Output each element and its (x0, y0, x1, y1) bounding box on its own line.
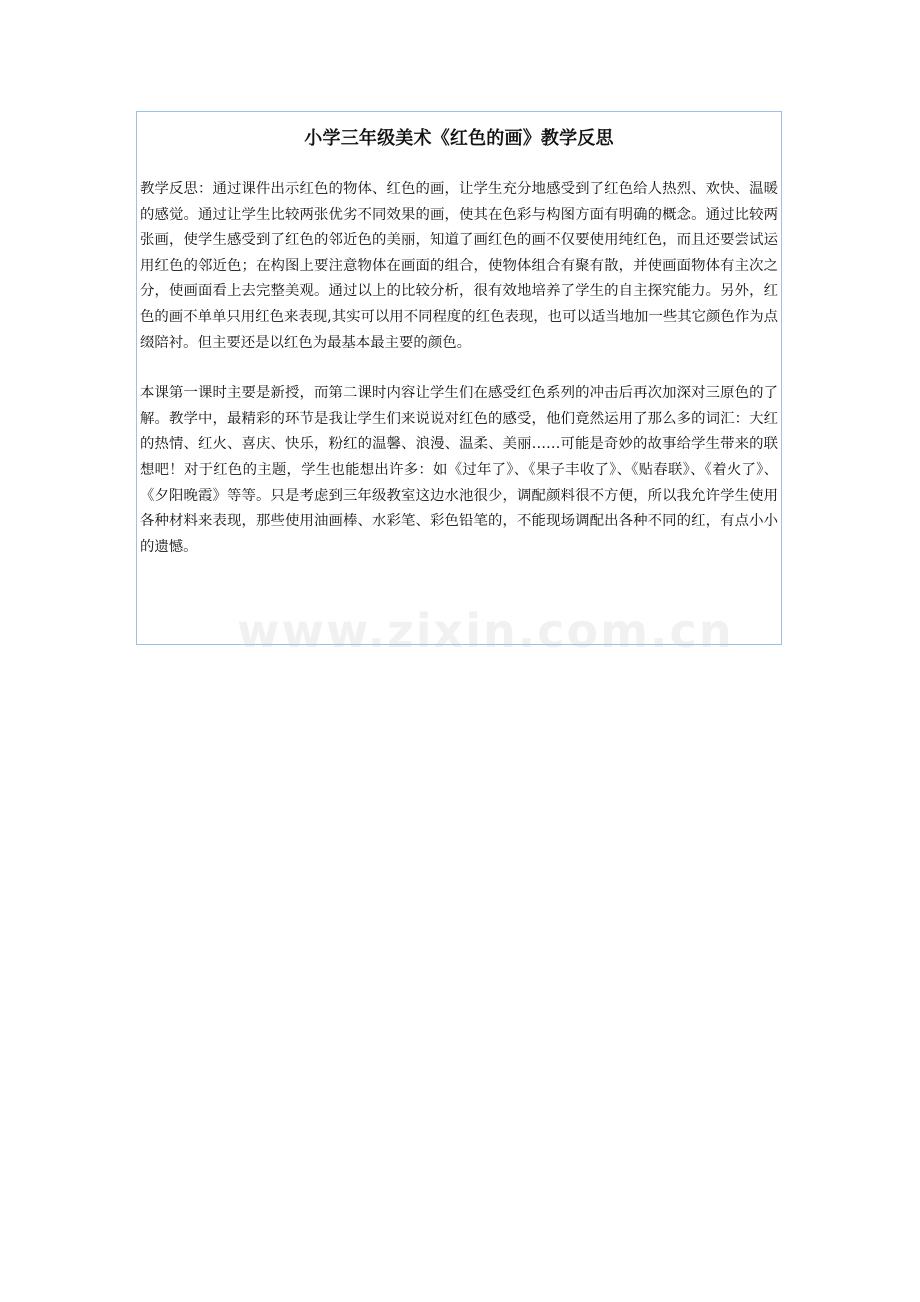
paragraph-lesson-notes: 本课第一课时主要是新授，而第二课时内容让学生们在感受红色系列的冲击后再次加深对三原色的了解。教学中，最精彩的环节是我让学生们来说说对红色的感受，他们竟然运用了那么多的词汇：大红的热情、红火、喜庆、快乐，粉红的温馨、浪漫、温柔、美丽……可能是奇妙的故事给学生带来的联想吧！对于红色的主题，学生也能想出许多：如《过年了》、《果子丰收了》、《贴春联》、《着火了》、《夕阳晚霞》等等。只是考虑到三年级教室这边水池很少，调配颜料很不方便，所以我允许学生使用各种材料来表现，那些使用油画棒、水彩笔、彩色铅笔的，不能现场调配出各种不同的红，有点小小的遗憾。 (140, 385, 778, 555)
paragraph-reflection: 教学反思：通过课件出示红色的物体、红色的画，让学生充分地感受到了红色给人热烈、欢快、温暖的感觉。通过让学生比较两张优劣不同效果的画，使其在色彩与构图方面有明确的概念。通过比较两张画，使学生感受到了红色的邻近色的美丽，知道了画红色的画不仅要使用纯红色，而且还要尝试运用红色的邻近色；在构图上要注意物体在画面的组合，使物体组合有聚有散，并使画面物体有主次之分，使画面看上去完整美观。通过以上的比较分析，很有效地培养了学生的自主探究能力。另外，红色的画不单单只用红色来表现,其实可以用不同程度的红色表现，也可以适当地加一些其它颜色作为点缀陪衬。但主要还是以红色为最基本最主要的颜色。 (140, 181, 778, 351)
document-frame (136, 111, 782, 645)
document-title: 小学三年级美术《红色的画》教学反思 (304, 128, 614, 149)
watermark: www.zixin.com.cn (237, 604, 734, 658)
